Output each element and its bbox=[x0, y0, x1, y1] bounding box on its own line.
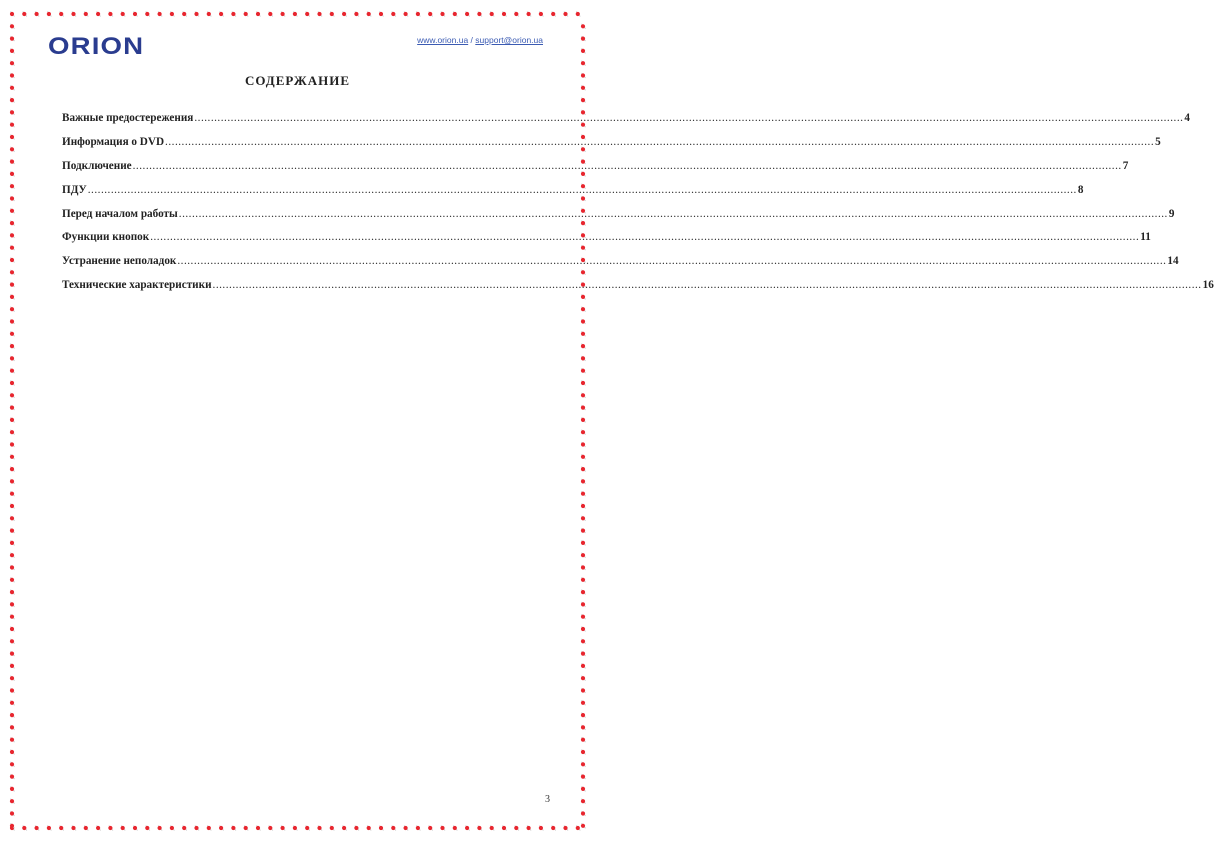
toc-entry-page: 4 bbox=[1184, 112, 1190, 124]
page-title: СОДЕРЖАНИЕ bbox=[244, 73, 351, 88]
toc-entry-page: 16 bbox=[1202, 279, 1214, 292]
toc-dot-leader: ............................................................................................................................................................................................................................................................................................................ bbox=[177, 255, 1167, 268]
toc-entry-specifications[interactable] bbox=[62, 279, 1214, 303]
toc-entry-page: 5 bbox=[1155, 135, 1161, 148]
toc-entry-label: Подключение bbox=[62, 159, 132, 172]
toc-entry-page: 11 bbox=[1140, 231, 1151, 244]
toc-dot-leader: ............................................................................................................................................................................................................................................................................................................ bbox=[212, 279, 1202, 292]
header-links bbox=[417, 35, 543, 45]
support-email-link[interactable]: support@orion.ua bbox=[475, 35, 543, 45]
toc-entry-dvd-info[interactable] bbox=[62, 135, 1161, 160]
toc-entry-label: Функции кнопок bbox=[62, 231, 150, 244]
toc-entry-page: 9 bbox=[1168, 207, 1175, 220]
toc-entry-label: Важные предостережения bbox=[62, 112, 194, 124]
toc-dot-leader: ............................................................................................................................................................................................................................................................................................................ bbox=[194, 112, 1184, 124]
toc-dot-leader: ............................................................................................................................................................................................................................................................................................................ bbox=[132, 159, 1122, 172]
toc-entry-page: 7 bbox=[1122, 159, 1129, 172]
toc-dot-leader: ............................................................................................................................................................................................................................................................................................................ bbox=[165, 135, 1155, 148]
toc-dot-leader: ............................................................................................................................................................................................................................................................................................................ bbox=[178, 207, 1168, 220]
toc-entry-connection[interactable] bbox=[62, 159, 1129, 184]
toc-entry-troubleshooting[interactable] bbox=[62, 255, 1179, 279]
toc-entry-remote-control[interactable] bbox=[62, 183, 1084, 208]
toc-entry-label: ПДУ bbox=[62, 183, 87, 196]
toc-dot-leader: ............................................................................................................................................................................................................................................................................................................ bbox=[87, 183, 1077, 196]
toc-entry-label: Устранение неполадок bbox=[62, 255, 177, 268]
toc-entry-important-warnings[interactable] bbox=[62, 112, 1190, 136]
orion-logo: ORION bbox=[48, 33, 145, 60]
toc-entry-page: 8 bbox=[1077, 183, 1084, 196]
toc-dot-leader: ............................................................................................................................................................................................................................................................................................................ bbox=[150, 231, 1140, 244]
link-separator: / bbox=[470, 35, 473, 45]
toc-entry-page: 14 bbox=[1167, 255, 1179, 268]
toc-entry-label: Перед началом работы bbox=[62, 207, 178, 220]
page-number: 3 bbox=[545, 794, 550, 805]
table-of-contents bbox=[62, 112, 1214, 303]
toc-entry-before-start[interactable] bbox=[62, 207, 1175, 232]
toc-entry-label: Информация о DVD bbox=[62, 135, 165, 148]
site-link[interactable]: www.orion.ua bbox=[417, 35, 469, 45]
toc-entry-label: Технические характеристики bbox=[62, 279, 212, 292]
toc-entry-button-functions[interactable] bbox=[62, 231, 1151, 255]
